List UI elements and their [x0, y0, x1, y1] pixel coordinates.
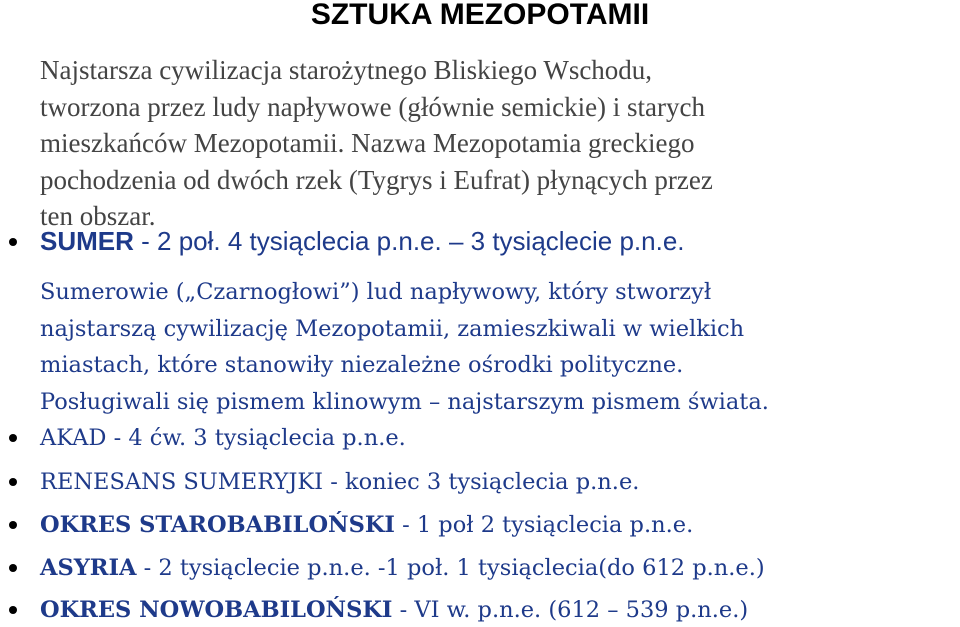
period-akad: AKAD - 4 ćw. 3 tysiąclecia p.n.e. — [40, 425, 406, 451]
intro-line: mieszkańców Mezopotamii. Nazwa Mezopotamia greckiego — [40, 128, 695, 158]
sumer-name: SUMER — [40, 226, 134, 256]
bullet-icon — [9, 238, 17, 246]
sumer-description — [40, 274, 955, 420]
period-starobabilonski: OKRES STAROBABILOŃSKI - 1 poł 2 tysiąclecia p.n.e. — [40, 512, 694, 538]
period-asyria: ASYRIA - 2 tysiąclecie p.n.e. -1 poł. 1 tysiąclecia(do 612 p.n.e.) — [40, 555, 765, 581]
bullet-icon — [9, 478, 17, 486]
sumer-desc-line: najstarszą cywilizację Mezopotamii, zamieszkiwali w wielkich — [40, 315, 745, 342]
sumer-desc-line: miastach, które stanowiły niezależne ośrodki polityczne. — [40, 352, 684, 378]
bullet-icon — [9, 434, 17, 442]
period-renesans-sumeryjski: RENESANS SUMERYJKI - koniec 3 tysiąclecia p.n.e. — [40, 469, 640, 495]
sumer-desc-line: Posługiwali się pismem klinowym – najstarszym pismem świata. — [40, 388, 769, 415]
sumer-period: - 2 poł. 4 tysiąclecia p.n.e. – 3 tysiąclecie p.n.e. — [133, 226, 685, 256]
sumer-heading — [40, 226, 685, 256]
period-nowobabilonski: OKRES NOWOBABILOŃSKI - VI w. p.n.e. (612 – 539 p.n.e.) — [40, 597, 749, 623]
bullet-icon — [9, 606, 17, 614]
intro-line: tworzona przez ludy napływowe (głównie semickie) i starych — [40, 91, 706, 122]
bullet-icon — [9, 521, 17, 529]
intro-paragraph — [40, 52, 940, 235]
intro-line: pochodzenia od dwóch rzek (Tygrys i Eufrat) płynących przez — [40, 164, 713, 195]
page-title: SZTUKA MEZOPOTAMII — [310, 0, 650, 31]
sumer-desc-line: Sumerowie („Czarnogłowi”) lud napływowy, który stworzył — [40, 279, 712, 305]
intro-line: Najstarsza cywilizacja starożytnego Bliskiego Wschodu, — [40, 55, 653, 85]
intro-line: ten obszar. — [40, 201, 156, 231]
bullet-icon — [9, 564, 17, 572]
